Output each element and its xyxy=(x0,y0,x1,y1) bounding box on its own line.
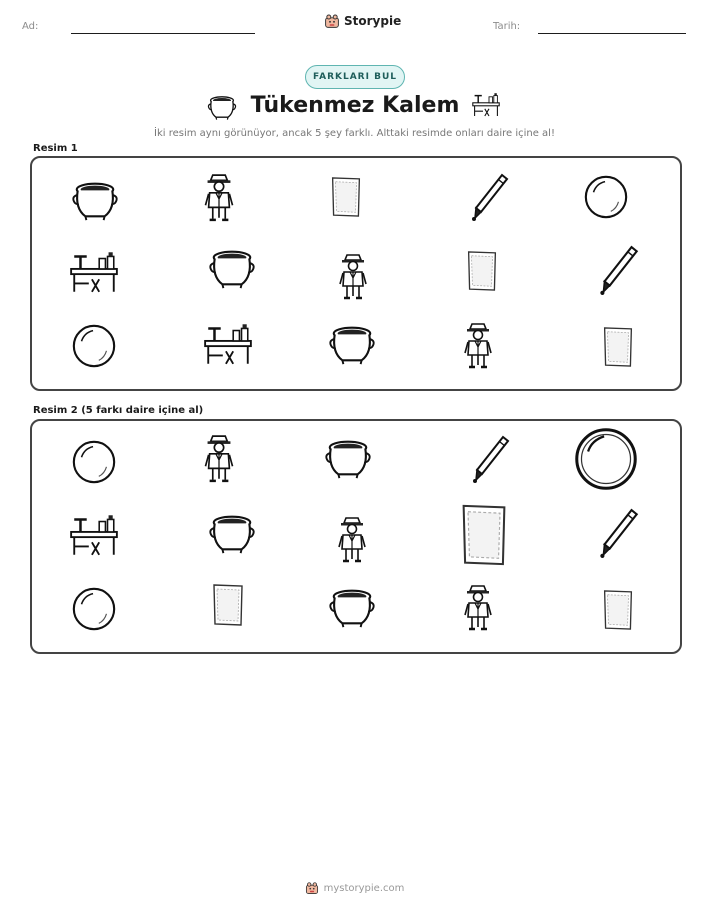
bubble-icon xyxy=(70,585,118,633)
bubble-icon xyxy=(70,438,118,486)
brand-name: Storypie xyxy=(344,14,402,28)
workbench-title-icon xyxy=(471,89,501,119)
detective-icon xyxy=(463,582,493,634)
name-label: Ad: xyxy=(22,21,39,32)
pen-icon xyxy=(469,434,511,484)
paper-icon xyxy=(330,176,362,218)
storypie-footer-icon xyxy=(305,881,319,895)
date-field[interactable] xyxy=(538,33,686,34)
detective-icon xyxy=(337,514,367,566)
instructions: İki resim aynı görünüyor, ancak 5 şey farklı. Alttaki resimde onları daire içine al! xyxy=(154,128,555,139)
detective-icon xyxy=(338,251,368,303)
bubble-icon xyxy=(582,173,630,221)
footer-url[interactable]: mystorypie.com xyxy=(323,882,405,894)
storypie-logo-icon xyxy=(324,13,340,29)
pot-icon xyxy=(323,434,373,482)
brand-logo xyxy=(324,13,401,29)
activity-badge: FARKLARI BUL xyxy=(305,65,405,89)
pen-icon xyxy=(596,507,640,559)
name-field[interactable] xyxy=(71,33,255,34)
detective-icon xyxy=(203,433,235,485)
pen-icon xyxy=(596,244,640,296)
paper-icon xyxy=(211,583,245,627)
paper-icon xyxy=(460,503,508,567)
detective-icon xyxy=(203,172,235,224)
workbench-icon xyxy=(68,511,120,557)
page-title: Tükenmez Kalem xyxy=(250,93,460,118)
workbench-icon xyxy=(68,248,120,294)
date-label: Tarih: xyxy=(493,21,521,32)
pot-icon xyxy=(70,176,120,224)
pen-icon xyxy=(468,172,510,222)
paper-icon xyxy=(602,326,634,368)
workbench-icon xyxy=(202,320,254,366)
pot-title-icon xyxy=(206,92,238,122)
pot-icon xyxy=(327,583,377,631)
pot-icon xyxy=(207,244,257,292)
paper-icon xyxy=(602,589,634,631)
picture1-label: Resim 1 xyxy=(33,143,78,154)
detective-icon xyxy=(463,320,493,372)
picture2-label: Resim 2 (5 farkı daire içine al) xyxy=(33,405,204,416)
pot-icon xyxy=(327,320,377,368)
pot-icon xyxy=(207,509,257,557)
paper-icon xyxy=(466,250,498,292)
bubble-icon xyxy=(70,322,118,370)
footer xyxy=(0,881,709,895)
bubble-icon xyxy=(573,426,639,492)
